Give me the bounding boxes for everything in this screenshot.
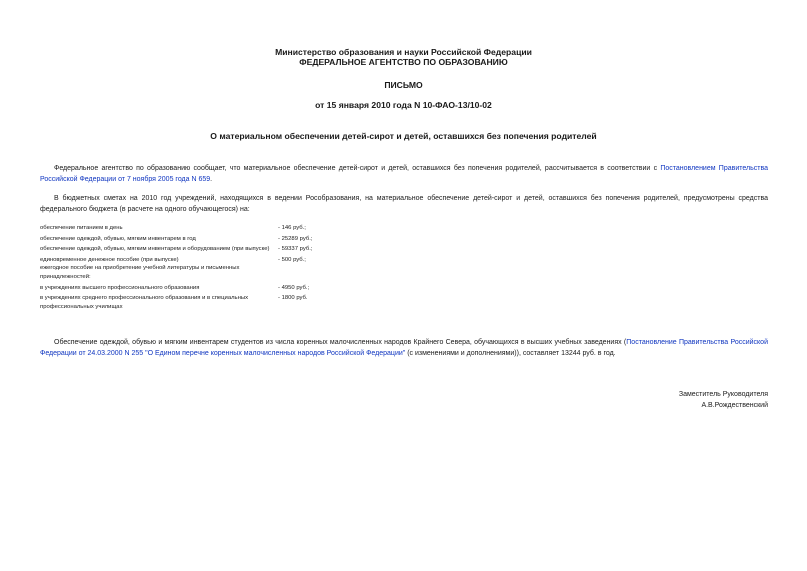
agency-name: ФЕДЕРАЛЬНОЕ АГЕНТСТВО ПО ОБРАЗОВАНИЮ	[299, 57, 508, 67]
table-row	[40, 256, 340, 265]
paragraph-2: В бюджетных сметах на 2010 год учреждений, находящихся в ведении Рособразования, на материальное обеспечение детей-сирот и детей, оставшихся без попечения родителей, предусмотрены средства федерального бюджета (в расчете на одного обучающегося) на:	[40, 195, 768, 213]
paragraph-3-text: Обеспечение одеждой, обувью и мягким инвентарем студентов из числа коренных малочисленных народов Крайнего Севера, обучающихся в высших учебных заведениях (	[54, 339, 627, 346]
table-row	[40, 235, 340, 244]
table-item: в учреждениях высшего профессионального образования	[40, 284, 200, 291]
table-value: - 1800 руб.	[278, 295, 308, 302]
paragraph-3-end: (с изменениями и дополнениями)), составляет 13244 руб. в год.	[405, 350, 616, 357]
document-type: ПИСЬМО	[384, 80, 423, 90]
table-row	[40, 294, 340, 311]
table-item: в учреждениях среднего профессионального образования и в специальных профессиональных училищах	[40, 295, 249, 310]
allowance-table	[40, 224, 340, 311]
paragraph-1-text: Федеральное агентство по образованию сообщает, что материальное обеспечение детей-сирот и детей, оставшихся без попечения родителей, рассчитывается в соответствии с	[54, 165, 658, 172]
table-item: ежегодное пособие на приобретение учебной литературы и письменных принадлежностей:	[40, 265, 240, 280]
signatory-position: Заместитель Руководителя	[678, 391, 768, 398]
table-value: - 59337 руб.;	[278, 246, 313, 253]
ministry-name: Министерство образования и науки Российской Федерации	[275, 47, 532, 57]
table-value: - 146 руб.;	[278, 225, 306, 231]
table-item: обеспечение питанием в день	[40, 225, 123, 231]
document-date-number: от 15 января 2010 года N 10-ФАО-13/10-02	[315, 100, 492, 110]
table-row	[40, 224, 340, 233]
table-item: обеспечение одеждой, обувью, мягким инвентарем и оборудованием (при выпуске)	[40, 246, 270, 253]
table-row	[40, 245, 340, 254]
signatory-name: А.В.Рождественский	[701, 402, 768, 409]
paragraph-1	[40, 163, 768, 185]
table-value	[278, 264, 340, 281]
table-value: - 25289 руб.;	[278, 235, 313, 242]
table-item: обеспечение одеждой, обувью, мягким инвентарем в год	[40, 235, 196, 242]
table-value: - 4950 руб.;	[278, 284, 310, 291]
paragraph-3	[40, 337, 768, 359]
table-value: - 500 руб.;	[278, 256, 306, 263]
table-row	[40, 284, 340, 293]
table-row	[40, 264, 340, 281]
paragraph-1-end: .	[210, 176, 213, 183]
document-subject: О материальном обеспечении детей-сирот и детей, оставшихся без попечения родителей	[210, 131, 597, 141]
resolution-255-link[interactable]: Постановление Правительства Российской Федерации от 24.03.2000 N 255 "О Едином перечне коренных малочисленных народов Российской Федерации"	[40, 339, 768, 357]
table-item: единовременное денежное пособие (при выпуске)	[40, 256, 179, 263]
resolution-659-link[interactable]: Постановлением Правительства Российской Федерации от 7 ноября 2005 года N 659	[40, 165, 768, 183]
